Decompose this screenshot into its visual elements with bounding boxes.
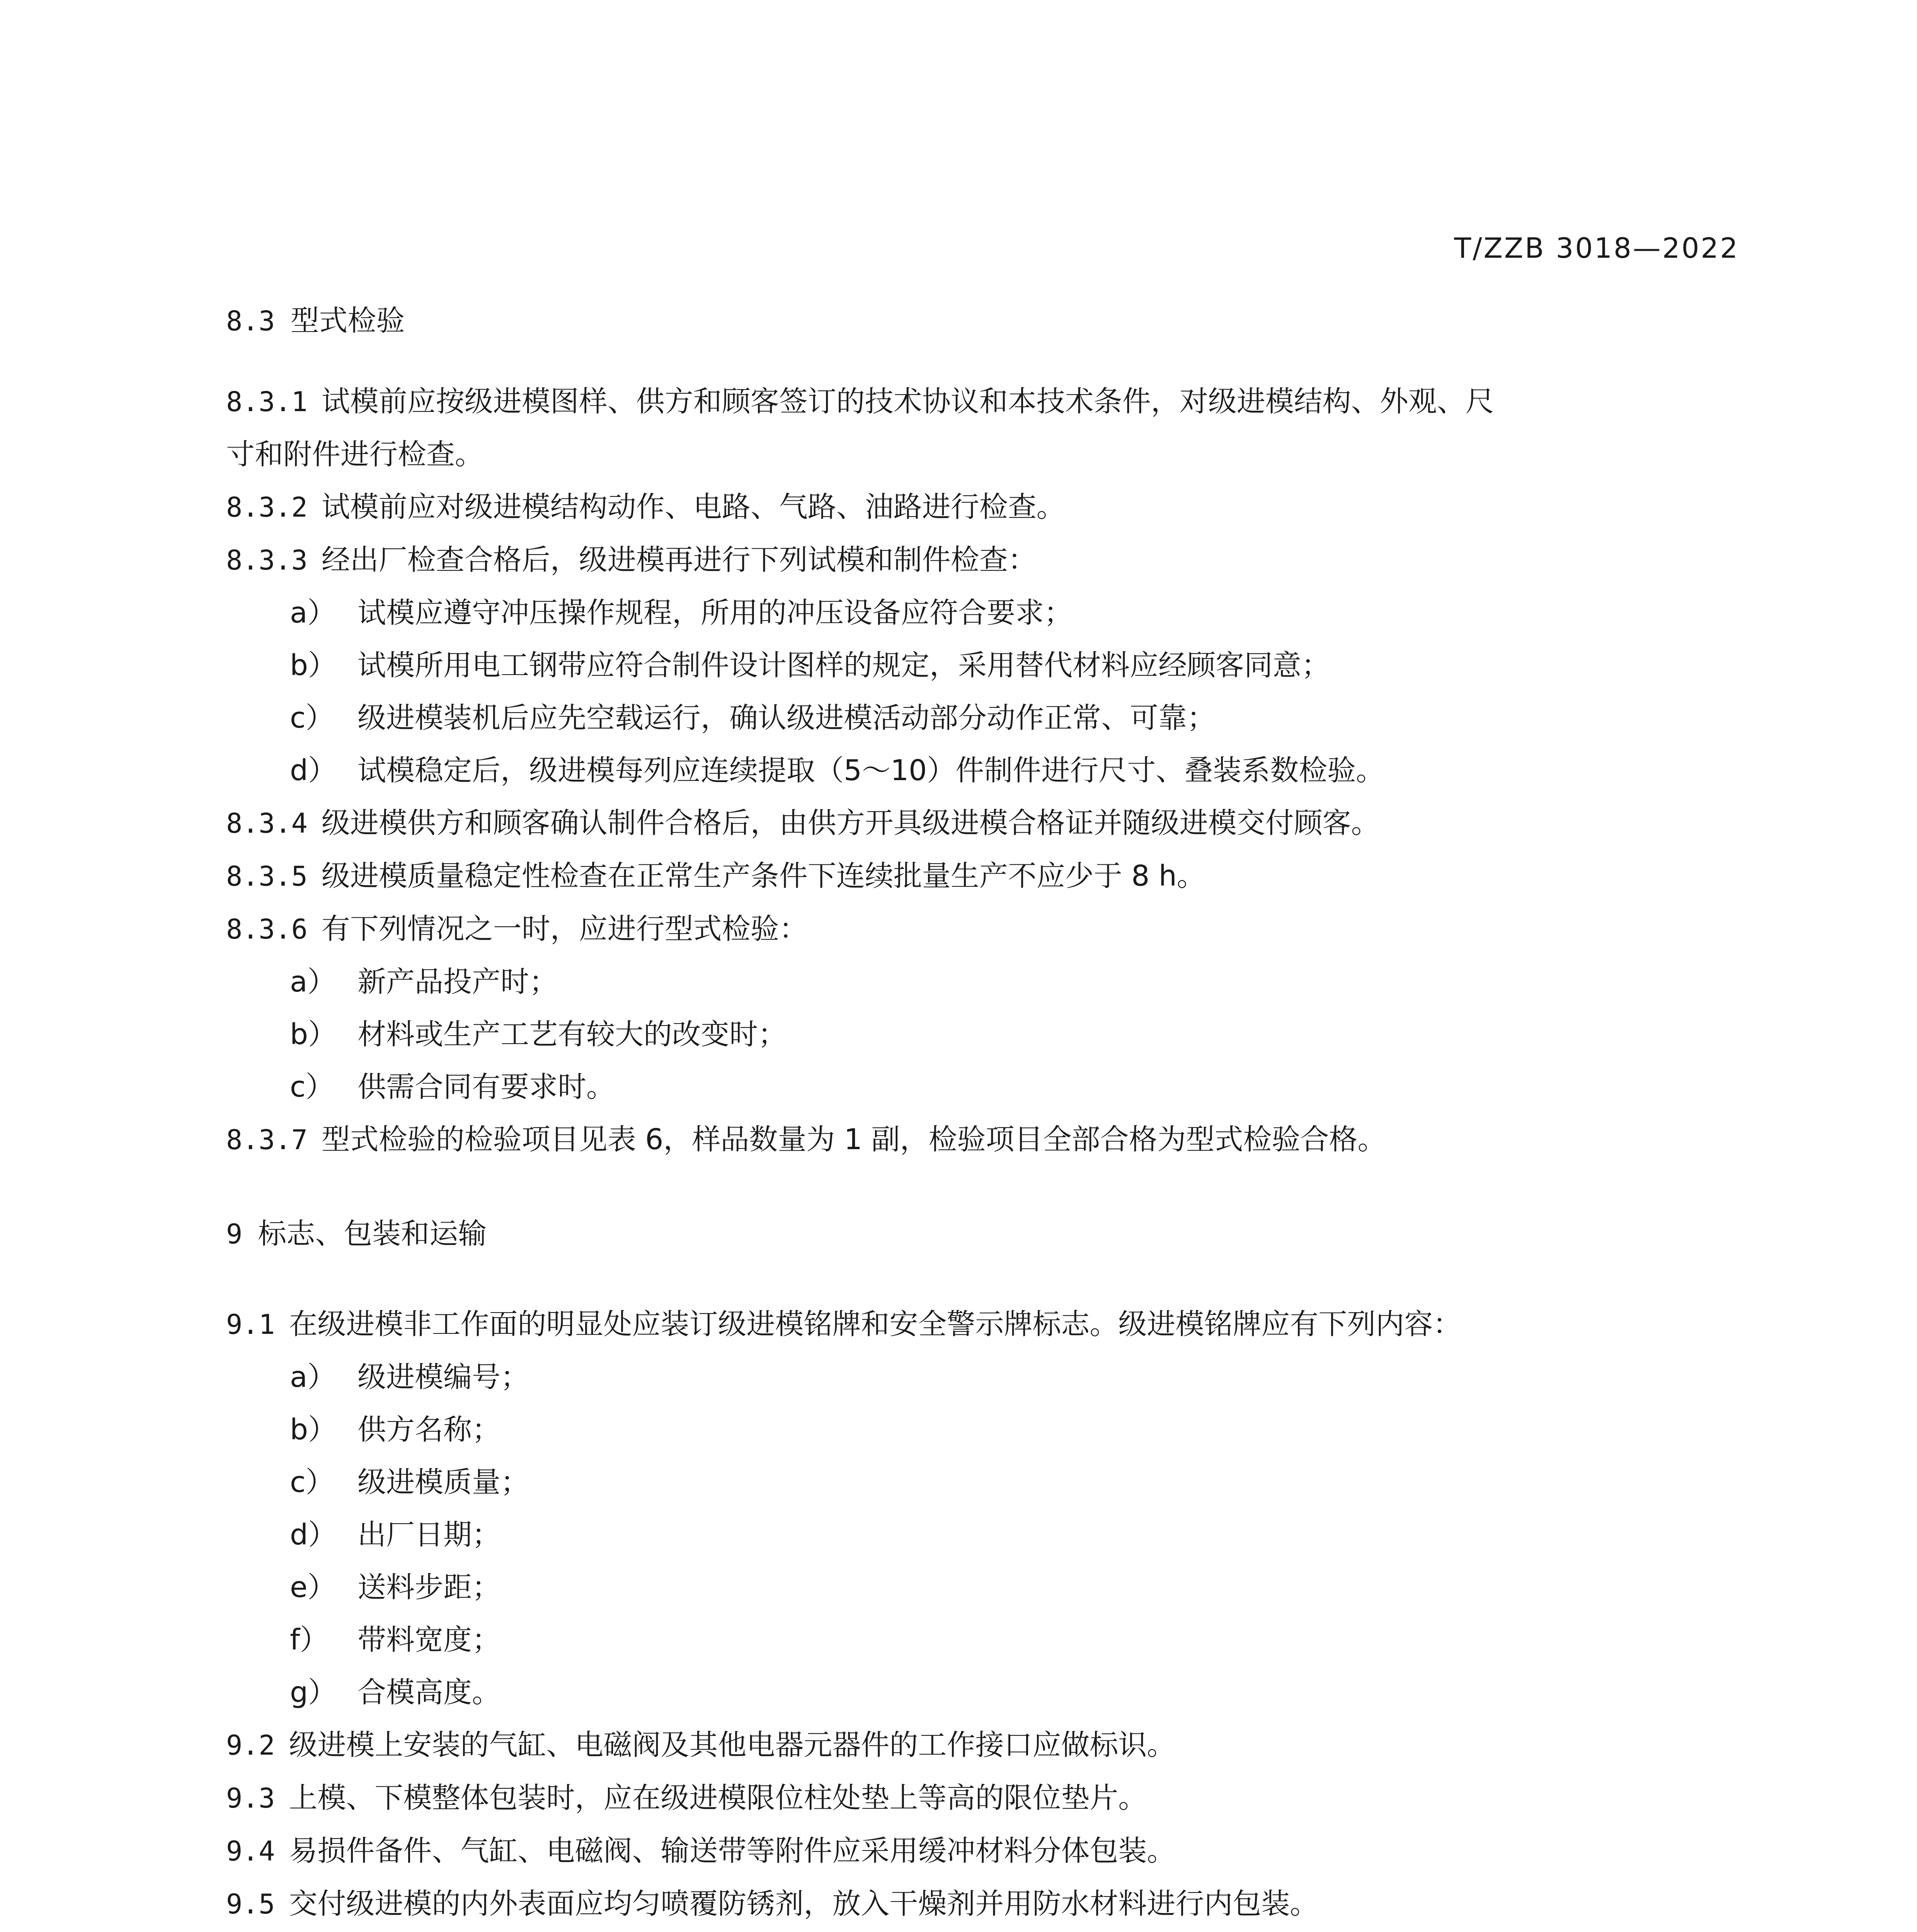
clause-9-3 bbox=[226, 1772, 1741, 1825]
list-item-text: 带料宽度； bbox=[358, 1623, 501, 1656]
list-marker: g） bbox=[290, 1676, 337, 1709]
standard-code: T/ZZB 3018—2022 bbox=[1454, 232, 1739, 264]
clause-9-6 bbox=[226, 1930, 1741, 1932]
clause-text: 试模前应对级进模结构动作、电路、气路、油路进行检查。 bbox=[321, 490, 1065, 524]
list-item bbox=[226, 1403, 1741, 1456]
list-marker: d） bbox=[290, 1518, 337, 1551]
list-marker: d） bbox=[290, 754, 337, 787]
clause-text: 级进模上安装的气缸、电磁阀及其他电器元器件的工作接口应做标识。 bbox=[289, 1728, 1176, 1762]
section-heading-8-3 bbox=[226, 301, 1741, 340]
clause-8-3-7 bbox=[226, 1113, 1741, 1166]
list-marker: b） bbox=[290, 1413, 337, 1446]
clause-number: 8.3.7 bbox=[226, 1124, 308, 1156]
list-item-text: 级进模装机后应先空载运行，确认级进模活动部分动作正常、可靠； bbox=[358, 701, 1216, 735]
list-marker: a） bbox=[290, 965, 336, 998]
list-item-text: 合模高度。 bbox=[358, 1676, 501, 1709]
document-body bbox=[226, 301, 1741, 1932]
clause-text: 易损件备件、气缸、电磁阀、输送带等附件应采用缓冲材料分体包装。 bbox=[289, 1834, 1176, 1867]
list-item-text: 级进模编号； bbox=[358, 1361, 529, 1394]
clause-9-5 bbox=[226, 1878, 1741, 1930]
list-item-text: 供需合同有要求时。 bbox=[358, 1070, 615, 1104]
list-item bbox=[226, 1008, 1741, 1061]
list-marker: b） bbox=[290, 649, 337, 682]
list-marker: e） bbox=[290, 1571, 336, 1604]
clause-text: 有下列情况之一时，应进行型式检验： bbox=[321, 912, 808, 946]
section-title: 标志、包装和运输 bbox=[258, 1217, 487, 1250]
clause-text: 在级进模非工作面的明显处应装订级进模铭牌和安全警示牌标志。级进模铭牌应有下列内容： bbox=[289, 1308, 1462, 1341]
list-item bbox=[226, 744, 1741, 797]
clause-8-3-3 bbox=[226, 534, 1741, 587]
list-item-text: 试模稳定后，级进模每列应连续提取（5～10）件制件进行尺寸、叠装系数检验。 bbox=[358, 754, 1385, 787]
clause-text: 级进模供方和顾客确认制件合格后，由供方开具级进模合格证并随级进模交付顾客。 bbox=[321, 806, 1380, 840]
section-number: 8.3 bbox=[226, 305, 275, 337]
list-marker: c） bbox=[290, 1466, 334, 1499]
clause-8-3-1 bbox=[226, 375, 1741, 428]
list-marker: b） bbox=[290, 1018, 337, 1051]
list-item-text: 供方名称； bbox=[358, 1413, 501, 1446]
clause-text: 上模、下模整体包装时，应在级进模限位柱处垫上等高的限位垫片。 bbox=[289, 1781, 1147, 1815]
list-item bbox=[226, 587, 1741, 639]
list-item-text: 试模应遵守冲压操作规程，所用的冲压设备应符合要求； bbox=[358, 596, 1073, 629]
list-item bbox=[226, 1614, 1741, 1666]
clause-number: 8.3.2 bbox=[226, 492, 308, 523]
clause-number: 9.5 bbox=[226, 1888, 275, 1920]
clause-number: 8.3.1 bbox=[226, 386, 308, 418]
clause-number: 8.3.3 bbox=[226, 544, 308, 576]
list-marker: c） bbox=[290, 1070, 334, 1104]
list-item bbox=[226, 1351, 1741, 1403]
clause-8-3-6 bbox=[226, 903, 1741, 956]
list-marker: c） bbox=[290, 701, 334, 735]
section-title: 型式检验 bbox=[290, 304, 405, 337]
list-item-text: 级进模质量； bbox=[358, 1466, 529, 1499]
clause-number: 9.1 bbox=[226, 1309, 275, 1340]
clause-number: 9.4 bbox=[226, 1835, 275, 1867]
list-marker: a） bbox=[290, 1361, 336, 1394]
clause-number: 8.3.6 bbox=[226, 913, 308, 945]
clause-8-3-2 bbox=[226, 481, 1741, 534]
list-item-text: 材料或生产工艺有较大的改变时； bbox=[358, 1018, 787, 1051]
clause-number: 9.3 bbox=[226, 1782, 275, 1814]
clause-8-3-1-continuation: 寸和附件进行检查。 bbox=[226, 438, 484, 471]
clause-8-3-4 bbox=[226, 797, 1741, 850]
clause-text: 交付级进模的内外表面应均匀喷覆防锈剂，放入干燥剂并用防水材料进行内包装。 bbox=[289, 1887, 1319, 1920]
clause-9-2 bbox=[226, 1719, 1741, 1772]
clause-9-4 bbox=[226, 1825, 1741, 1878]
clause-9-1 bbox=[226, 1298, 1741, 1351]
clause-number: 8.3.4 bbox=[226, 808, 308, 839]
section-number: 9 bbox=[226, 1218, 243, 1250]
clause-text: 经出厂检查合格后，级进模再进行下列试模和制件检查： bbox=[321, 543, 1037, 577]
clause-number: 8.3.5 bbox=[226, 861, 308, 892]
list-item bbox=[226, 1561, 1741, 1614]
list-item bbox=[226, 1666, 1741, 1719]
clause-8-3-5 bbox=[226, 850, 1741, 903]
list-item-text: 新产品投产时； bbox=[358, 965, 558, 998]
list-item bbox=[226, 639, 1741, 692]
list-item bbox=[226, 1509, 1741, 1561]
list-item bbox=[226, 956, 1741, 1008]
list-item-text: 出厂日期； bbox=[358, 1518, 501, 1551]
clause-text: 级进模质量稳定性检查在正常生产条件下连续批量生产不应少于 8 h。 bbox=[321, 859, 1205, 893]
list-item bbox=[226, 1456, 1741, 1509]
clause-text: 试模前应按级进模图样、供方和顾客签订的技术协议和本技术条件，对级进模结构、外观、尺 bbox=[321, 385, 1494, 418]
list-marker: a） bbox=[290, 596, 336, 629]
list-item bbox=[226, 1061, 1741, 1113]
clause-text: 型式检验的检验项目见表 6，样品数量为 1 副，检验项目全部合格为型式检验合格。 bbox=[321, 1123, 1386, 1156]
list-item bbox=[226, 692, 1741, 744]
list-item-text: 试模所用电工钢带应符合制件设计图样的规定，采用替代材料应经顾客同意； bbox=[358, 649, 1330, 682]
list-item-text: 送料步距； bbox=[358, 1571, 501, 1604]
section-heading-9 bbox=[226, 1214, 1741, 1253]
list-marker: f） bbox=[290, 1623, 329, 1656]
clause-number: 9.2 bbox=[226, 1730, 275, 1761]
